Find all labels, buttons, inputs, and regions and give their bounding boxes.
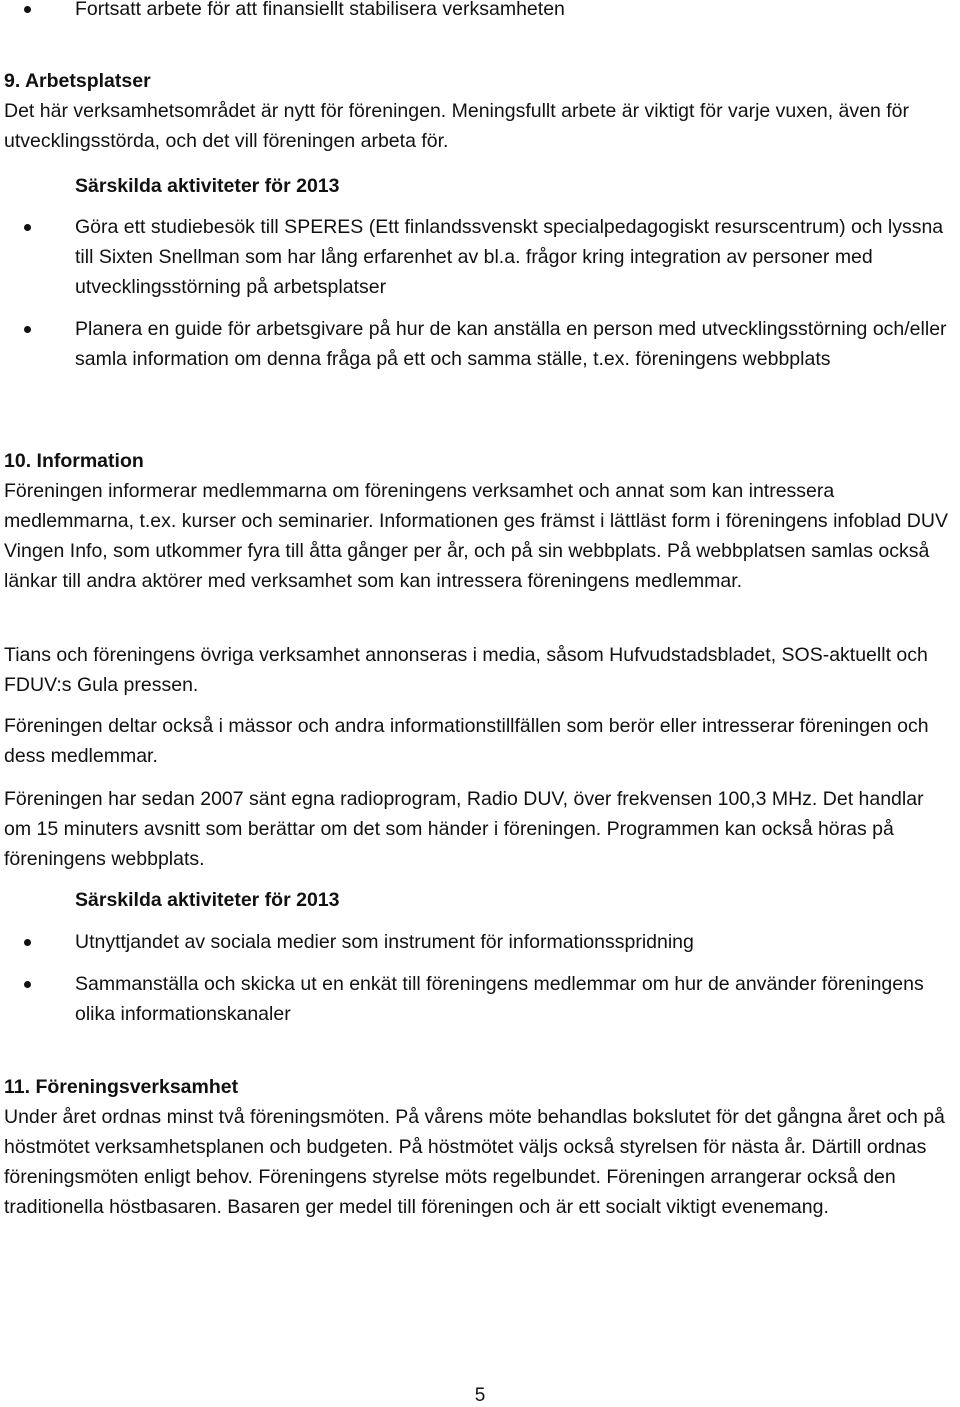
bullet-icon	[24, 939, 31, 946]
paragraph: Det här verksamhetsområdet är nytt för föreningen. Meningsfullt arbete är viktigt för varje vuxen, även för utvecklingsstörda, och det vill föreningen arbeta för.	[4, 100, 910, 152]
bullet-text: Göra ett studiebesök till SPERES (Ett finlandssvenskt specialpedagogiskt resurscentrum) och lyssna till Sixten Snellman som har lång erfarenhet av bl.a. frågor kring integration av personer med utvecklingsstörning på arbetsplatser	[75, 216, 944, 298]
bullet-text: Sammanställa och skicka ut en enkät till föreningens medlemmar om hur de använder föreningens olika informationskanaler	[75, 973, 924, 1025]
bullet-icon	[24, 224, 31, 231]
list-item	[4, 212, 956, 302]
bullet-icon	[24, 981, 31, 988]
list-item	[4, 969, 956, 1029]
paragraph: Tians och föreningens övriga verksamhet annonseras i media, såsom Hufvudstadsbladet, SOS-aktuellt och FDUV:s Gula pressen.	[4, 644, 928, 696]
paragraph: Under året ordnas minst två föreningsmöten. På vårens möte behandlas bokslutet för det gångna året och på höstmötet verksamhetsplanen och budgeten. På höstmötet väljs också styrelsen för nästa år. Därtill ordnas föreningsmöten enligt behov. Föreningens styrelse möts regelbundet. Föreningen arrangerar också den traditionella höstbasaren. Basaren ger medel till föreningen och är ett socialt viktigt evenemang.	[4, 1106, 945, 1218]
bullet-text: Utnyttjandet av sociala medier som instrument för informationsspridning	[75, 931, 694, 953]
section-heading: 11. Föreningsverksamhet	[4, 1076, 239, 1098]
subheading: Särskilda aktiviteter för 2013	[75, 175, 340, 197]
bullet-icon	[24, 6, 31, 13]
bullet-text: Planera en guide för arbetsgivare på hur de kan anställa en person med utvecklingsstörning och/eller samla information om denna fråga på ett och samma ställe, t.ex. föreningens webbplats	[75, 318, 947, 370]
list-item	[4, 314, 956, 374]
page-number: 5	[474, 1385, 486, 1406]
paragraph: Föreningen informerar medlemmarna om föreningens verksamhet och annat som kan intressera medlemmarna, t.ex. kurser och seminarier. Informationen ges främst i lättläst form i föreningens infoblad DUV Vingen Info, som utkommer fyra till åtta gånger per år, och på sin webbplats. På webbplatsen samlas också länkar till andra aktörer med verksamhet som kan intressera föreningens medlemmar.	[4, 480, 948, 592]
paragraph: Föreningen har sedan 2007 sänt egna radioprogram, Radio DUV, över frekvensen 100,3 MHz. Det handlar om 15 minuters avsnitt som berättar om det som händer i föreningen. Programmen kan också höras på föreningens webbplats.	[4, 788, 924, 870]
list-item	[4, 927, 956, 957]
bullet-icon	[24, 326, 31, 333]
section-heading: 10. Information	[4, 450, 144, 472]
list-item	[4, 0, 956, 24]
bullet-text: Fortsatt arbete för att finansiellt stabilisera verksamheten	[75, 0, 565, 20]
paragraph: Föreningen deltar också i mässor och andra informationstillfällen som berör eller intresserar föreningen och dess medlemmar.	[4, 715, 929, 767]
subheading: Särskilda aktiviteter för 2013	[75, 889, 340, 911]
section-heading: 9. Arbetsplatser	[4, 70, 151, 92]
